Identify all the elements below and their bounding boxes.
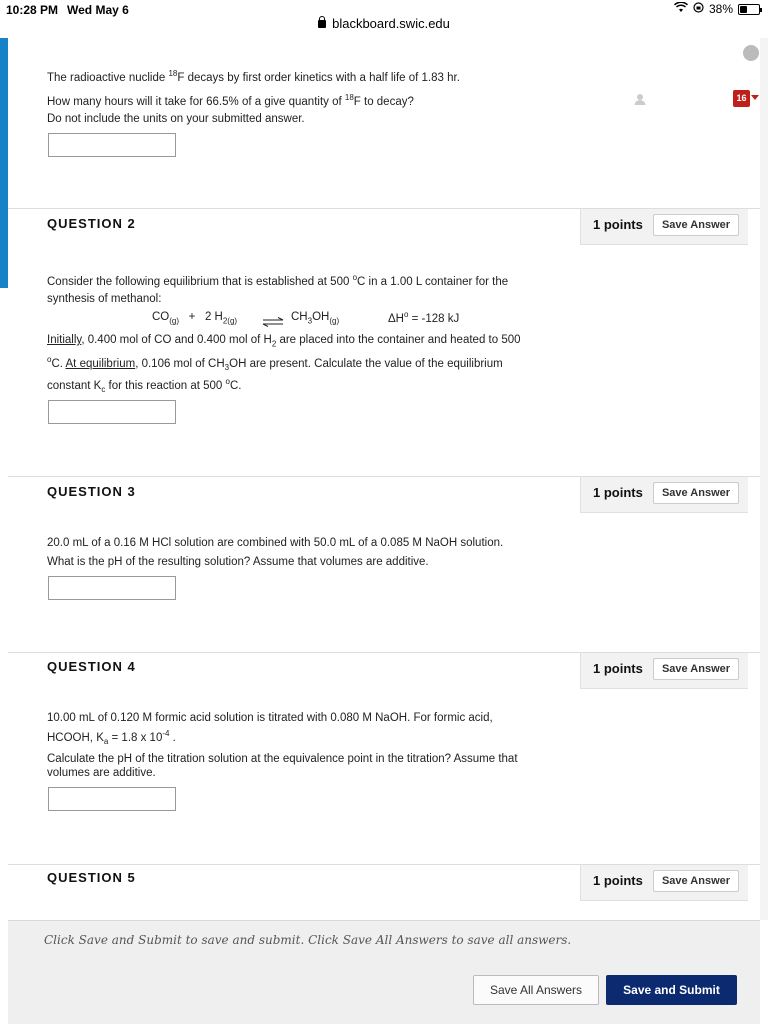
notification-badge[interactable]: 16 <box>733 90 750 107</box>
question-4-save-answer-button[interactable]: Save Answer <box>653 658 739 680</box>
q2-answer-input[interactable] <box>48 400 176 424</box>
q2-intro: Consider the following equilibrium that is established at 500 $^o$C in a 1.00 L container for the synthesis of methanol: <box>47 273 509 306</box>
question-5-points-panel <box>580 865 748 901</box>
question-2-points: 1 points <box>593 217 643 232</box>
question-4-heading: QUESTION 4 <box>47 659 136 674</box>
test-content <box>8 38 760 920</box>
url-text: blackboard.swic.edu <box>332 16 450 31</box>
question-4-points: 1 points <box>593 661 643 676</box>
q4-line1: 10.00 mL of 0.120 M formic acid solution is titrated with 0.080 M NaOH. For formic acid, <box>47 712 493 724</box>
q4-line2: HCOOH, $K_a = 1.8$ x $10^{-4}$ . <box>47 729 176 747</box>
q1-line2: How many hours will it take for 66.5% of a give quantity of $^{18}$F to decay? <box>47 93 414 108</box>
save-and-submit-button[interactable]: Save and Submit <box>606 975 737 1005</box>
q2-equation-product: $CH_3OH_{(g)}$ <box>291 311 340 326</box>
q2-equation: $CO_{(g)}$ + 2 $H_{2(g)}$ <box>152 311 238 326</box>
wifi-icon <box>674 2 688 16</box>
question-2-heading: QUESTION 2 <box>47 216 136 231</box>
q1-line3: Do not include the units on your submitted answer. <box>47 113 305 125</box>
q2-equilibrium: $^o$C. At equilibrium, 0.106 mol of $CH_3OH$ are present. Calculate the value of the equilibrium <box>47 355 503 373</box>
q3-line2: What is the pH of the resulting solution? Assume that volumes are additive. <box>47 556 429 568</box>
battery-percent: 38% <box>708 2 733 16</box>
battery-icon <box>738 4 760 15</box>
save-all-answers-button[interactable]: Save All Answers <box>473 975 599 1005</box>
question-5-save-answer-button[interactable]: Save Answer <box>653 870 739 892</box>
lock-icon <box>318 20 326 28</box>
caret-down-icon <box>751 95 759 100</box>
question-3-heading: QUESTION 3 <box>47 484 136 499</box>
q3-line1: 20.0 mL of a 0.16 M HCl solution are combined with 50.0 mL of a 0.085 M NaOH solution. <box>47 537 504 549</box>
question-2-save-answer-button[interactable]: Save Answer <box>653 214 739 236</box>
refresh-icon[interactable] <box>743 45 759 61</box>
q4-answer-input[interactable] <box>48 787 176 811</box>
page-right-edge <box>760 38 768 920</box>
q1-line1: The radioactive nuclide $^{18}$F decays by first order kinetics with a half life of 1.83 hr. <box>47 69 460 84</box>
q1-answer-input[interactable] <box>48 133 176 157</box>
question-3-points: 1 points <box>593 485 643 500</box>
question-5-points: 1 points <box>593 873 643 888</box>
status-date: Wed May 6 <box>67 3 129 17</box>
equilibrium-arrows-icon <box>262 314 284 332</box>
q2-initial: Initially, 0.400 mol of CO and 0.400 mol of $H_2$ are placed into the container and heated to 500 <box>47 334 521 349</box>
status-right-icons <box>674 2 760 16</box>
q2-enthalpy: $\Delta H^o = -128$ kJ <box>388 310 460 325</box>
question-4-points-panel <box>580 653 748 689</box>
q3-answer-input[interactable] <box>48 576 176 600</box>
question-3-save-answer-button[interactable]: Save Answer <box>653 482 739 504</box>
submit-footer <box>8 920 760 1024</box>
status-time: 10:28 PM <box>6 3 59 17</box>
submit-instructions: Click Save and Submit to save and submit. Click Save All Answers to save all answers. <box>44 933 572 947</box>
q2-constant: constant $K_c$ for this reaction at 500 $^o$C. <box>47 377 242 395</box>
rotation-lock-icon <box>693 2 704 16</box>
user-icon <box>634 92 646 104</box>
left-accent-strip <box>0 38 8 288</box>
address-bar[interactable] <box>0 16 768 36</box>
q4-line4: volumes are additive. <box>47 767 156 779</box>
question-2-points-panel <box>580 209 748 245</box>
question-3-points-panel <box>580 477 748 513</box>
q4-line3: Calculate the pH of the titration solution at the equivalence point in the titration? Assume that <box>47 753 518 765</box>
question-5-heading: QUESTION 5 <box>47 870 136 885</box>
